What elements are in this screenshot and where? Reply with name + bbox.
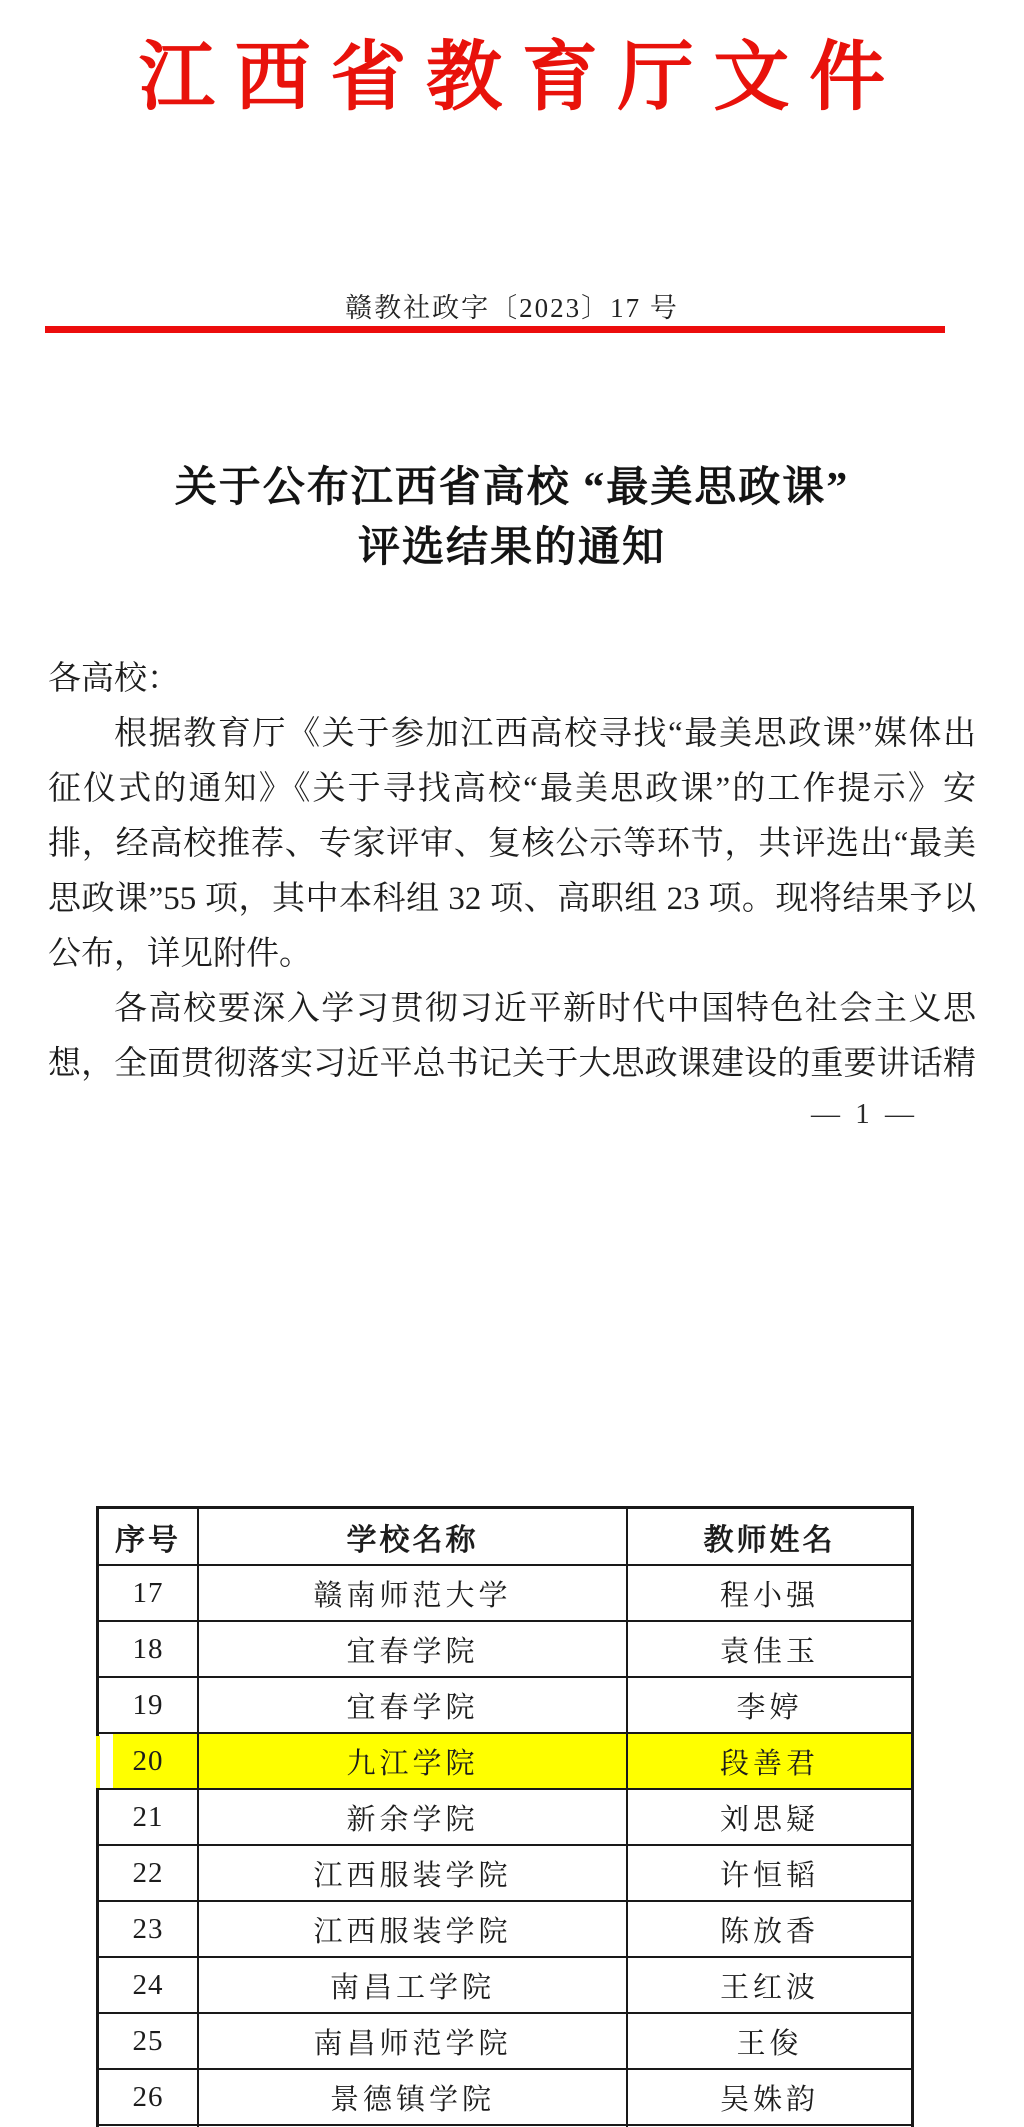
row-number-cell: 22 (99, 1846, 199, 1900)
table-row-highlighted (99, 1734, 911, 1790)
school-name-cell: 新余学院 (199, 1790, 628, 1844)
school-name-cell: 九江学院 (199, 1734, 628, 1788)
school-name-cell: 南昌师范学院 (199, 2014, 628, 2068)
school-name-cell: 江西服装学院 (199, 1846, 628, 1900)
table-row (99, 1902, 911, 1958)
table-row (99, 1846, 911, 1902)
school-name-cell: 景德镇学院 (199, 2070, 628, 2124)
teacher-name-cell: 陈放香 (719, 1915, 819, 1948)
header-cell-index: 序号 (99, 1509, 199, 1564)
header-cell-school: 学校名称 (199, 1509, 628, 1564)
row-number-cell: 18 (99, 1622, 199, 1676)
teacher-name-cell: 王俊 (736, 2027, 803, 2060)
school-name-cell: 宜春学院 (199, 1678, 628, 1732)
body-text-line: 想，全面贯彻落实习近平总书记关于大思政课建设的重要讲话精 (48, 1046, 976, 1082)
school-name-cell: 赣南师范大学 (199, 1566, 628, 1620)
body-text-line: 排，经高校推荐、专家评审、复核公示等环节，共评选出“最美 (48, 826, 976, 862)
table-row (99, 1622, 911, 1678)
school-name-cell: 江西服装学院 (199, 1902, 628, 1956)
teacher-name-cell: 吴姝韵 (719, 2083, 819, 2116)
row-number-cell: 20 (99, 1734, 199, 1788)
table-row (99, 1958, 911, 2014)
agency-letterhead-title: 江西省教育厅文件 (138, 36, 905, 120)
header-cell-teacher: 教师姓名 (703, 1523, 836, 1557)
body-text-line: 公布，详见附件。 (48, 936, 312, 972)
notice-title (0, 458, 1024, 578)
doc-number: 赣教社政字〔2023〕17 号 (345, 293, 679, 323)
table-row (99, 1566, 911, 1622)
teacher-name-cell: 刘思疑 (719, 1803, 819, 1836)
teacher-name-cell: 程小强 (719, 1579, 819, 1612)
red-separator-line (45, 326, 945, 333)
table-header-row (99, 1509, 911, 1566)
table-row (99, 1790, 911, 1846)
school-name-cell: 宜春学院 (199, 1622, 628, 1676)
row-number-cell: 26 (99, 2070, 199, 2124)
row-number-cell: 19 (99, 1678, 199, 1732)
body-text (48, 652, 976, 1092)
row-number-cell: 25 (99, 2014, 199, 2068)
page-number: — 1 — (811, 1098, 918, 1130)
body-text-line: 各高校： (48, 661, 180, 697)
body-text-line: 征仪式的通知》《关于寻找高校“最美思政课”的工作提示》安 (48, 771, 976, 807)
teacher-name-cell: 段善君 (628, 1734, 911, 1788)
body-text-line: 思政课”55 项，其中本科组 32 项、高职组 23 项。现将结果予以 (48, 881, 976, 917)
teacher-name-cell: 李婷 (736, 1691, 803, 1724)
teacher-name-cell: 袁佳玉 (719, 1635, 819, 1668)
results-table (96, 1506, 914, 2127)
table-row (99, 1678, 911, 1734)
row-number-cell: 24 (99, 1958, 199, 2012)
table-row (99, 2014, 911, 2070)
body-text-line: 各高校要深入学习贯彻习近平新时代中国特色社会主义思 (114, 991, 976, 1027)
body-text-line: 根据教育厅《关于参加江西高校寻找“最美思政课”媒体出 (114, 716, 976, 752)
teacher-name-cell: 王红波 (719, 1971, 819, 2004)
row-number-cell: 17 (99, 1566, 199, 1620)
teacher-name-cell: 许恒韬 (719, 1859, 819, 1892)
row-number-cell: 23 (99, 1902, 199, 1956)
table-row (99, 2070, 911, 2126)
notice-title-line-1: 关于公布江西省高校 “最美思政课” (174, 465, 850, 511)
notice-title-line-2: 评选结果的通知 (357, 525, 666, 571)
row-number-cell: 21 (99, 1790, 199, 1844)
school-name-cell: 南昌工学院 (199, 1958, 628, 2012)
